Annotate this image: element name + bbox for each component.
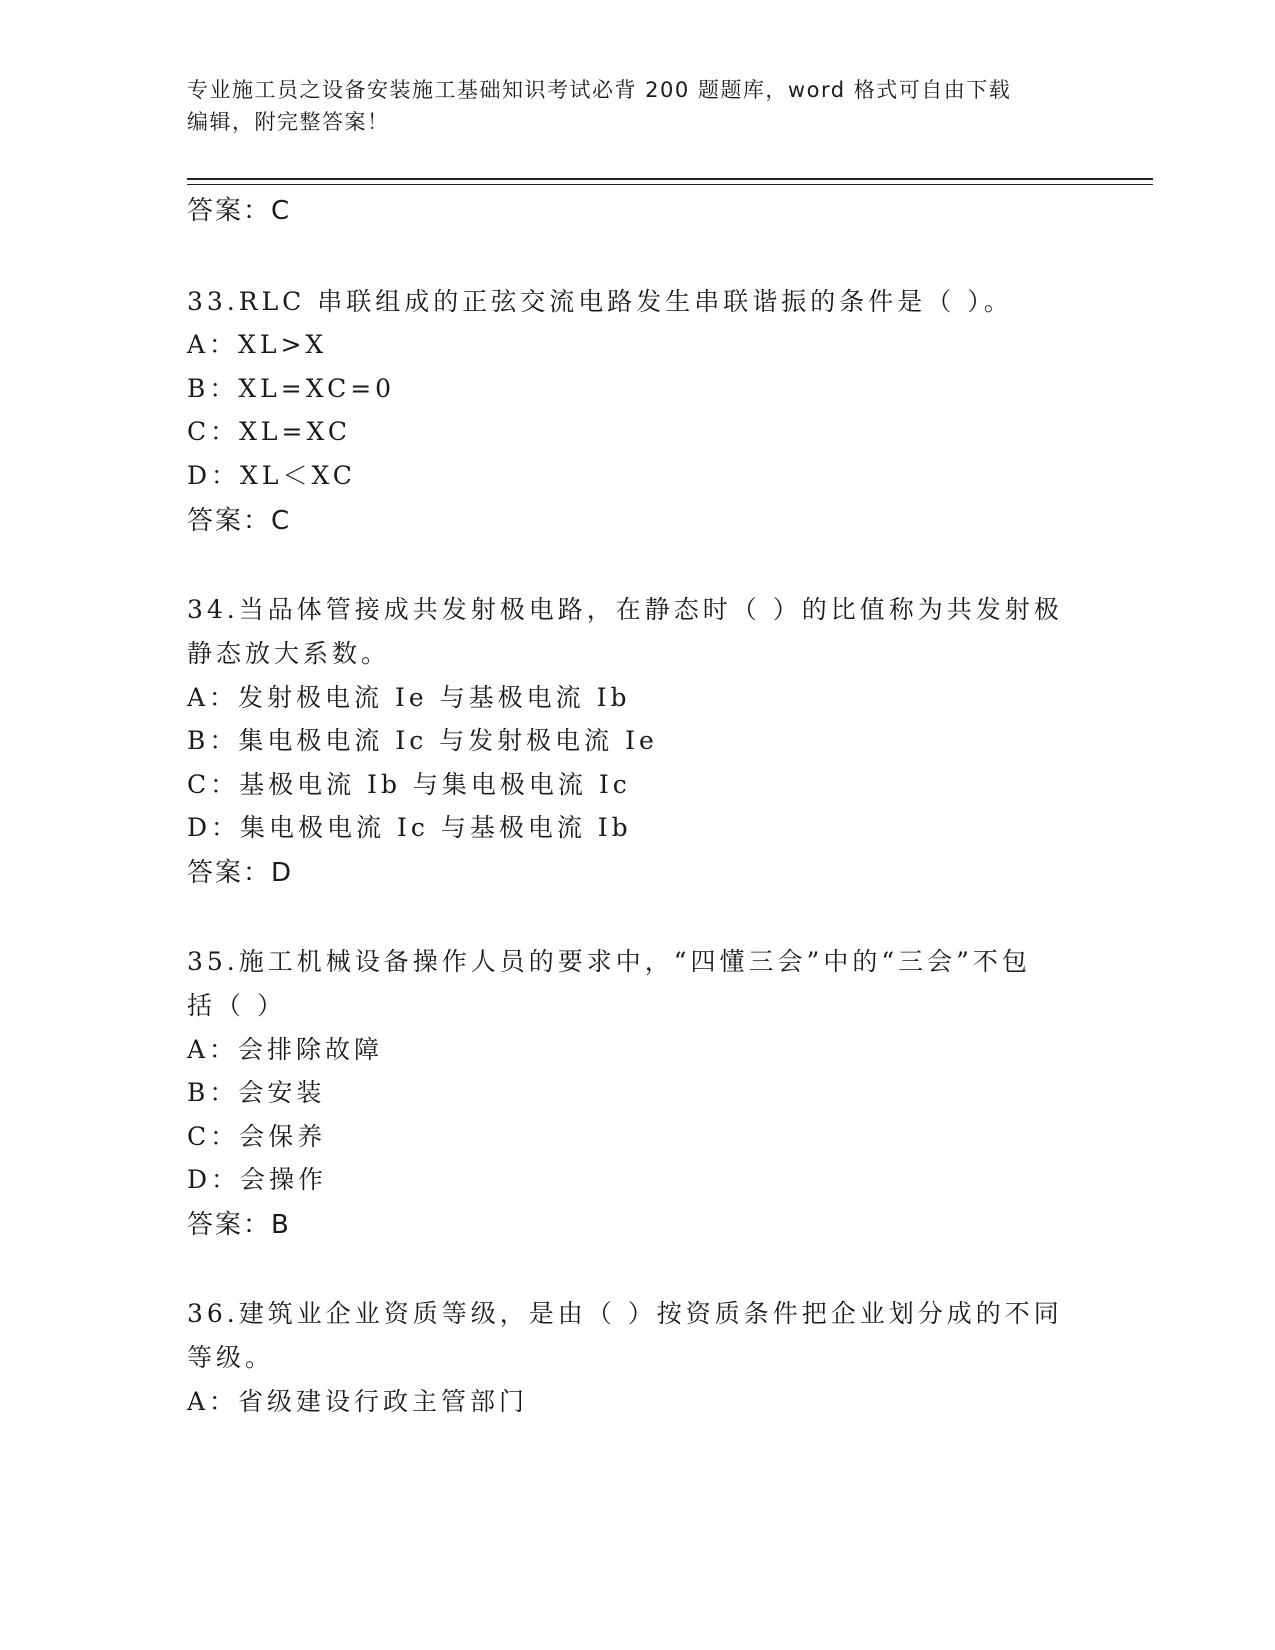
page-header <box>187 74 1067 138</box>
option-a: A：省级建设行政主管部门 <box>187 1387 529 1416</box>
option-d: D：会操作 <box>187 1165 328 1194</box>
option-a: A：XL>X <box>187 330 328 359</box>
question-stem-continued: 静态放大系数。 <box>187 639 391 668</box>
question-stem: 36.建筑业企业资质等级，是由（ ）按资质条件把企业划分成的不同 <box>187 1299 1063 1328</box>
question-stem: 33.RLC 串联组成的正弦交流电路发生串联谐振的条件是（ ）。 <box>187 287 1013 316</box>
option-c: C：XL=XC <box>187 417 351 446</box>
option-c: C：会保养 <box>187 1122 327 1151</box>
option-b: B：集电极电流 Ic 与发射极电流 Ie <box>187 726 658 755</box>
header-line-2: 编辑，附完整答案！ <box>187 110 390 134</box>
answer: 答案：B <box>187 1210 291 1240</box>
header-divider-thick <box>187 178 1153 180</box>
option-c: C：基极电流 Ib 与集电极电流 Ic <box>187 770 631 799</box>
question-stem: 35.施工机械设备操作人员的要求中，“四懂三会”中的“三会”不包 <box>187 947 1031 976</box>
answer: 答案：D <box>187 858 294 888</box>
option-b: B：XL=XC=0 <box>187 374 396 403</box>
option-d: D：XL＜XC <box>187 461 356 490</box>
question-stem-continued: 等级。 <box>187 1343 275 1372</box>
question-stem-continued: 括（ ） <box>187 991 286 1020</box>
option-a: A：会排除故障 <box>187 1035 384 1064</box>
option-b: B：会安装 <box>187 1078 326 1107</box>
previous-answer: 答案：C <box>187 196 292 226</box>
option-d: D：集电极电流 Ic 与基极电流 Ib <box>187 813 632 842</box>
header-divider-thin <box>187 184 1153 185</box>
option-a: A：发射极电流 Ie 与基极电流 Ib <box>187 683 631 712</box>
answer: 答案：C <box>187 506 292 536</box>
question-stem: 34.当品体管接成共发射极电路，在静态时（ ）的比值称为共发射极 <box>187 595 1063 624</box>
header-line-1: 专业施工员之设备安装施工基础知识考试必背 200 题题库，word 格式可自由下载 <box>187 78 1012 102</box>
